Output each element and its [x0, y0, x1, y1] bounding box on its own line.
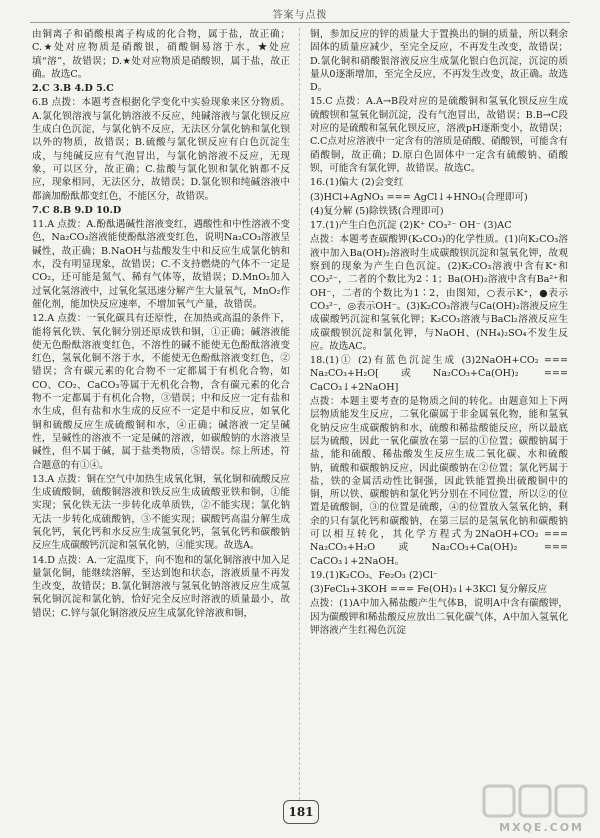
- page-header-title: 答案与点拨: [272, 10, 328, 21]
- left-para-0: 由铜离子和硝酸根离子构成的化合物，属于盐，故正确；C.★处对应物质是硝酸银，硝酸铜易溶于水，★处应填“溶”，故错误；D.★处对应物质是硝酸钡，属于盐，故正确。故选C。: [32, 29, 290, 80]
- right-para-3: (3)HCl+AgNO₃ === AgCl↓+HNO₃(合理即可): [310, 191, 528, 203]
- right-para-6: 点拨：本题考查碳酸钾(K₂CO₃)的化学性质。(1)向K₂CO₃溶液中加入Ba(OH)₂溶液时生成碳酸钡沉淀和氢氧化钾，故观察到的现象为产生白色沉淀。(2)K₂CO₃溶液中含有K⁺和CO₃²⁻，二者的个数比为2∶1；Ba(OH)₂溶液中含有Ba²⁺和OH⁻，二者的个数比为1∶2，由图知，○表示K⁺，●表示CO₃²⁻，◎表示OH⁻。(3)K₂CO₃溶液与Ca(OH)₂溶液反应生成碳酸钙沉淀和氢氧化钾；K₂CO₃溶液与BaCl₂溶液反应生成碳酸钡沉淀和氯化钾，与NaOH、(NH₄)₂SO₄不发生反应。故选AC。: [310, 234, 568, 352]
- left-para-5: 12.A 点拨：一氧化碳具有还原性，在加热或高温的条件下，能将氧化铁、氧化铜分别还原成铁和铜，①正确；碱溶液能使无色酚酞溶液变红色，不溶性的碱不能使无色酚酞溶液变红色，氢氧化铜不溶于水，不能使无色酚酞溶液变红色，②错误；含有碳元素的化合物不一定都属于有机化合物，如CO、CO₂、CaCO₃等属于无机化合物，含有碳元素的化合物不一定都属于有机化合物，③错误；中和反应一定有盐和水生成，但有盐和水生成的反应不一定是中和反应，如氧化铜和硫酸反应生成硫酸铜和水，④正确；碱溶液一定呈碱性，呈碱性的溶液不一定是碱的溶液，如碳酸钠的水溶液呈碱性，但不属于碱，属于盐类物质，⑤错误。综上所述，符合题意的有①④。: [32, 313, 290, 471]
- right-para-9: 19.(1)K₂CO₃、Fe₂O₃ (2)Cl⁻: [310, 569, 438, 581]
- header-rule: [30, 22, 570, 23]
- right-para-8: 点拨：本题主要考查的是物质之间的转化。由题意知上下两层物质能发生反应，二氧化碳属于非金属氧化物，能和氢氧化钠反应生成碳酸钠和水，硫酸和稀盐酸能反应，所以最底层为硫酸，因此一氧化碳放在第一层的①位置；碳酸钠属于盐，能和硫酸、稀盐酸发生反应生成二氧化碳、水和硫酸钠，硫酸和碳酸钠反应，因此碳酸钠在②位置；氯化钙属于盐，铁的金属活动性比铜强，因此铁能置换出硫酸铜中的铜，所以铁、碳酸钠和氯化钙分别在不同位置，所以②的位置是硫酸铜，③的位置是硫酸，④的位置放入氢氧化钠，剩余的只有氯化钙和碳酸钠，在第三层的是氢氧化钠和碳酸钠可以相互转化，其化学方程式为2NaOH+CO₂ === Na₂CO₃+H₂O或Na₂CO₃+Ca(OH)₂ === CaCO₃↓+2NaOH。: [310, 396, 568, 567]
- left-para-7: 14.D 点拨：A.一定温度下，向不饱和的氯化铜溶液中加入足量氯化铜，能继续溶解，至达到饱和状态，溶液质量不再发生改变，故错误；B.氯化铜溶液与氢氧化钠溶液反应生成氢氧化铜沉淀和氯化钠，恰好完全反应时溶液的质量最小，故错误；C.锌与氯化铜溶液反应生成氯化锌溶液和铜，: [32, 554, 290, 619]
- right-para-7: 18.(1)① (2)有蓝色沉淀生成 (3)2NaOH+CO₂ === Na₂CO₃+H₂O[或Na₂CO₃+Ca(OH)₂ === CaCO₃↓+2NaOH]: [310, 355, 568, 393]
- left-para-1: 2.C 3.B 4.D 5.C: [32, 83, 114, 95]
- left-para-2: 6.B 点拨：本题考查根据化学变化中实验现象来区分物质。A.氯化钡溶液与氯化钠溶液不反应，纯碱溶液与氯化钡反应生成白色沉淀，与氯化钠不反应，无法区分氯化钠和氯化钡以外的物质，故错误；B.硫酸与氯化钡反应有白色沉淀生成，与纯碱反应有气泡冒出，与氯化钠溶液不反应，无现象，可以区分，故正确；C.盐酸与氯化钡和氯化钠都不反应，现象相同，无法区分，故错误；D.氯化钡和纯碱溶液中都滴加酚酞都变红色，不能区分，故错误。: [32, 97, 290, 202]
- right-para-2: 16.(1)偏大 (2)会变红: [310, 177, 404, 189]
- right-para-1: 15.C 点拨：A.A→B段对应的是硫酸铜和氢氧化钡反应生成硫酸钡和氢氧化铜沉淀，没有气泡冒出，故错误；B.B→C段对应的是硫酸和氢氧化钡反应，溶液pH逐渐变小，故错误；C.C点对应溶液中一定含有的溶质是硝酸、硝酸钡，可能含有硝酸铜，故正确；D.原白色固体中一定含有硫酸钠、硝酸钡，可能含有氯化钾，故错误。故选C。: [310, 96, 568, 174]
- right-para-0: 铜，参加反应的锌的质量大于置换出的铜的质量，所以剩余固体的质量应减少，至完全反应，不再发生改变，故错误；D.氯化铜和硝酸银溶液反应生成氯化银白色沉淀，沉淀的质量从0逐渐增加，至完全反应，不再发生改变，故正确。故选D。: [310, 29, 568, 94]
- left-para-3: 7.C 8.B 9.D 10.D: [32, 204, 122, 216]
- left-para-6: 13.A 点拨：铜在空气中加热生成氧化铜，氧化铜和硫酸反应生成硫酸铜，硫酸铜溶液和铁反应生成硫酸亚铁和铜，①能实现；氧化铁无法一步转化成单质铁，②不能实现；氯化钠无法一步转化成硫酸钠，③不能实现；碳酸钙高温分解生成氧化钙，氧化钙和水反应生成氢氧化钙，氢氧化钙和碳酸钠反应生成碳酸钙沉淀和氢氧化钠，④能实现。故选A。: [32, 473, 290, 552]
- column-divider: [299, 28, 300, 800]
- right-para-10: (3)FeCl₃+3KOH === Fe(OH)₃↓+3KCl 复分解反应: [310, 584, 548, 596]
- left-para-4: 11.A 点拨：A.酚酞遇碱性溶液变红，遇酸性和中性溶液不变色，Na₂CO₃溶液能使酚酞溶液变红色，说明Na₂CO₃溶液呈碱性，故正确；B.NaOH与盐酸发生中和反应生成氯化钠和水，没有明显现象，故错误；C.不支持燃烧的气体不一定是CO₂，还可能是氮气、稀有气体等，故错误；D.MnO₂加入过氧化氢溶液中，过氧化氢迅速分解产生大量氧气，MnO₂作催化剂，能加快反应速率，不增加氧气产量，故错误。: [32, 219, 290, 310]
- left-column: [32, 28, 290, 803]
- right-para-5: 17.(1)产生白色沉淀 (2)K⁺ CO₃²⁻ OH⁻ (3)AC: [310, 220, 512, 232]
- right-column: [310, 28, 568, 803]
- page-number: 181: [283, 800, 319, 824]
- right-para-4: (4)复分解 (5)除铁锈(合理即可): [310, 205, 444, 217]
- watermark-text: MXQE.COM: [499, 821, 584, 834]
- right-para-11: 点拨：(1)A中加入稀盐酸产生气体B，说明A中含有碳酸钾，因为碳酸钾和稀盐酸反应放出二氧化碳气体，A中加入氢氧化钾溶液产生红褐色沉淀: [310, 598, 568, 637]
